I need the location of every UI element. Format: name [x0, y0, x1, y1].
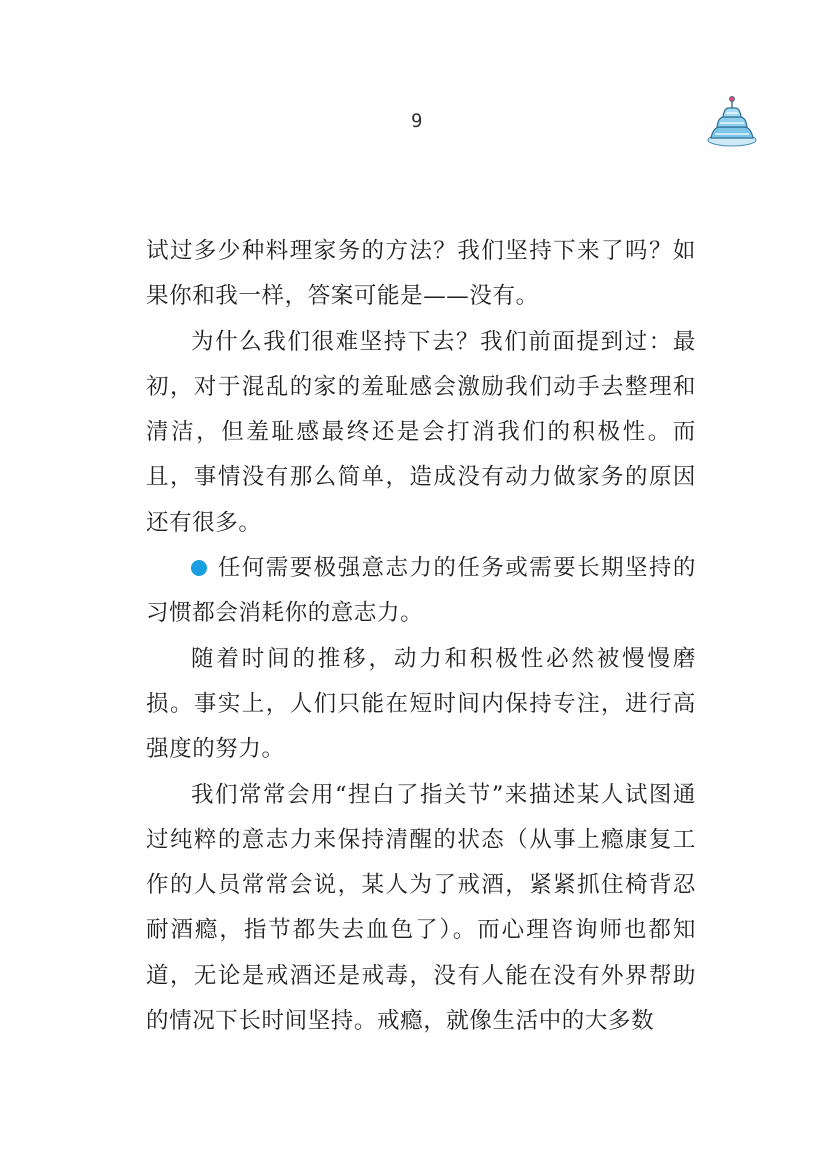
- paragraph-4: 随着时间的推移，动力和积极性必然被慢慢磨损。事实上，人们只能在短时间内保持专注，进行高强度的努力。: [146, 645, 696, 763]
- stacked-cake-icon: [705, 94, 759, 148]
- paragraph-2: 为什么我们很难坚持下去？我们前面提到过：最初，对于混乱的家的羞耻感会激励我们动手去整理和清洁，但羞耻感最终还是会打消我们的积极性。而且，事情没有那么简单，造成没有动力做家务的原因还有很多。: [146, 328, 696, 536]
- paragraph-1: 试过多少种料理家务的方法？我们坚持下来了吗？如果你和我一样，答案可能是——没有。: [146, 238, 696, 310]
- page-number: 9: [411, 110, 423, 132]
- body-text: [146, 229, 696, 1044]
- paragraph-5: 我们常常会用“捏白了指关节”来描述某人试图通过纯粹的意志力来保持清醒的状态（从事上瘾康复工作的人员常常会说，某人为了戒酒，紧紧抓住椅背忍耐酒瘾，指节都失去血色了）。而心理咨询师也都知道，无论是戒酒还是戒毒，没有人能在没有外界帮助的情况下长时间坚持。戒瘾，就像生活中的大多数: [146, 781, 696, 1035]
- bullet-paragraph: [146, 546, 696, 637]
- bullet-text: 任何需要极强意志力的任务或需要长期坚持的习惯都会消耗你的意志力。: [146, 555, 696, 627]
- bullet-dot-icon: [191, 560, 207, 576]
